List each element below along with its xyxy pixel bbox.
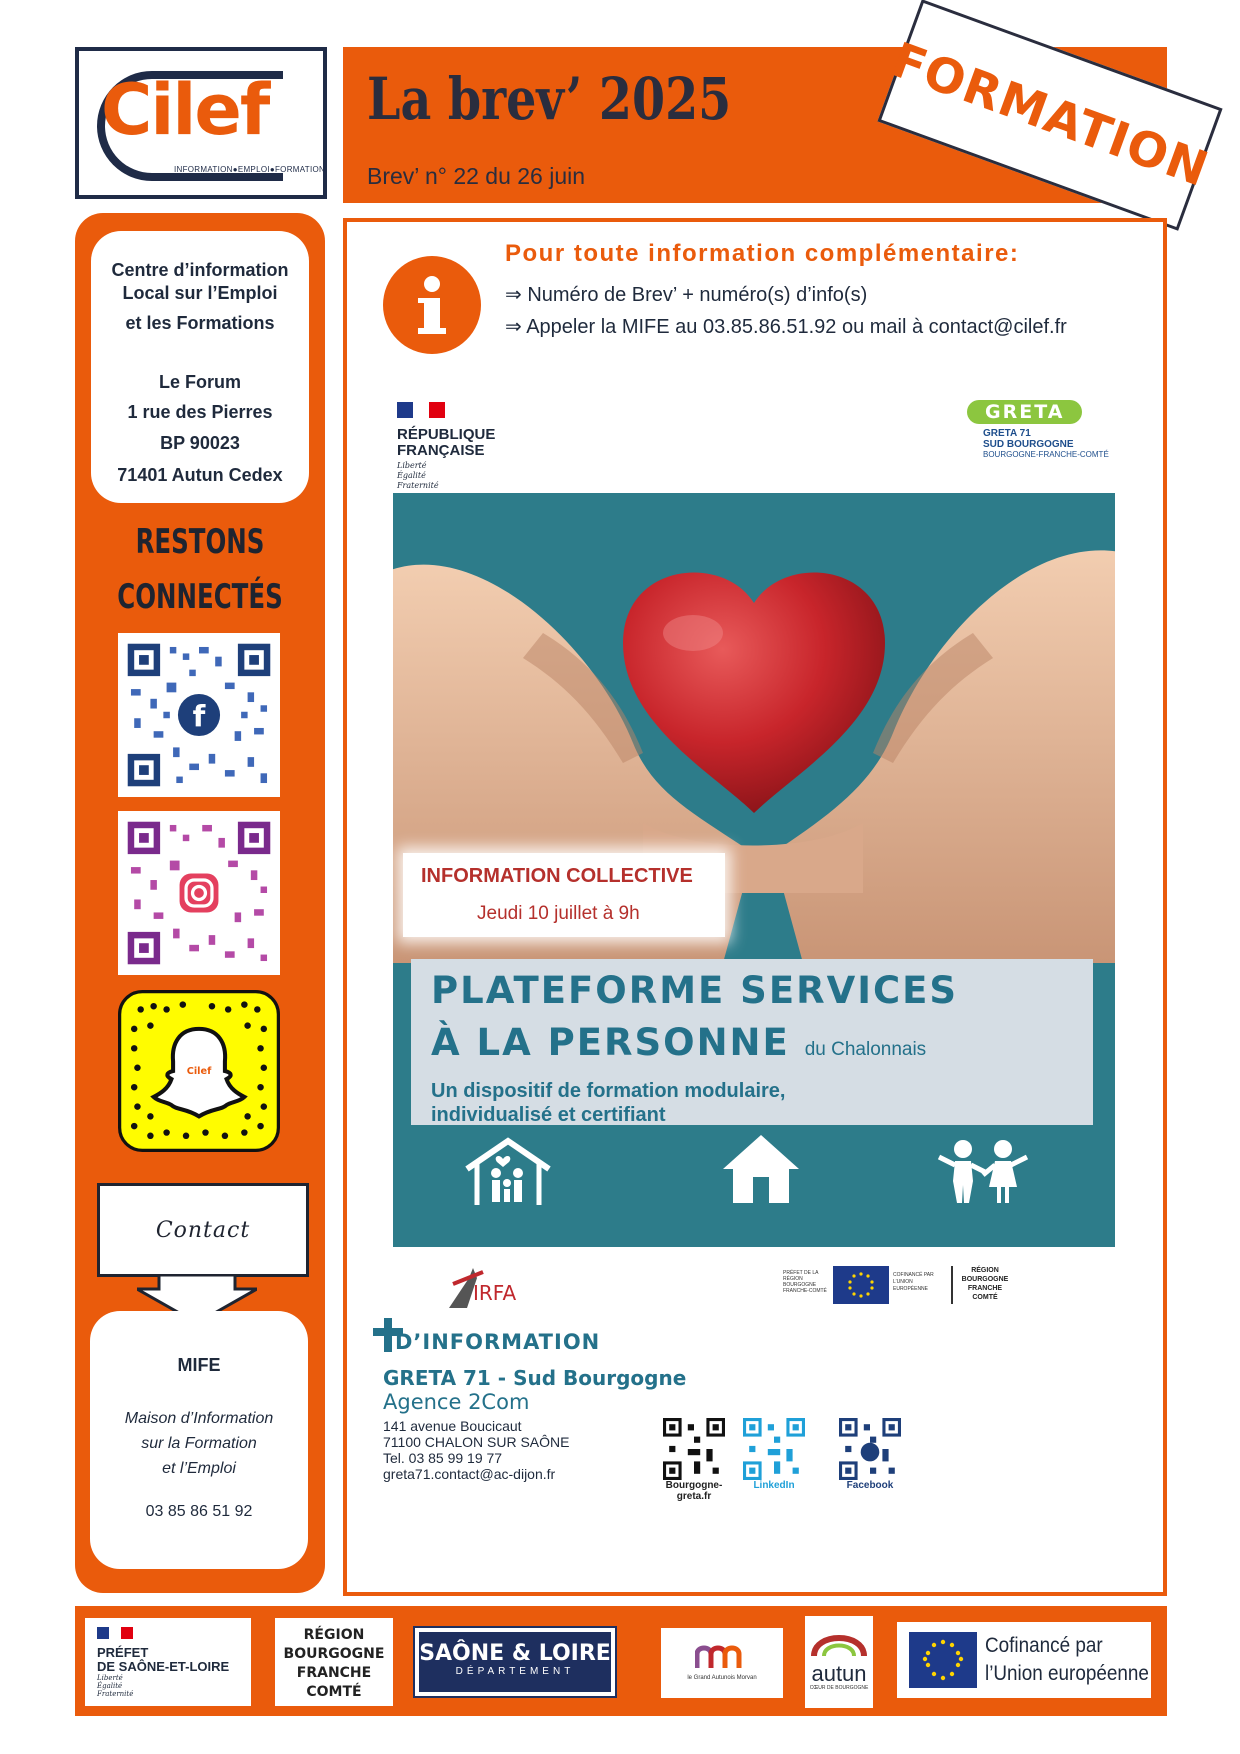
greta71-name: GRETA 71 - Sud Bourgogne [383, 1366, 687, 1390]
eu-flag-icon [909, 1632, 977, 1688]
partner-prefet-saone-et-loire [85, 1618, 251, 1706]
mife-phone[interactable]: 03 85 86 51 92 [145, 1503, 253, 1520]
contact-label: Contact [155, 1217, 251, 1243]
greta-badge: GRETA [967, 400, 1082, 424]
republique-francaise-logo [397, 402, 495, 491]
snapchat-cilef-text: Cilef [186, 1066, 212, 1078]
partner-line: CŒUR DE BOURGOGNE [809, 1685, 869, 1691]
facebook-qr-code[interactable] [118, 633, 280, 797]
region-bfc-label: RÉGION BOURGOGNE FRANCHE COMTÉ [961, 1267, 1009, 1301]
main-content [343, 218, 1167, 1596]
partner-line: SAÔNE & LOIRE [419, 1641, 611, 1666]
plateforme-title-line1: PLATEFORME SERVICES [431, 969, 959, 1012]
qr-bourgogne-greta[interactable] [649, 1418, 739, 1502]
qr-code-icon [663, 1418, 725, 1480]
rf-motto: Liberté [397, 461, 427, 470]
partner-line: DÉPARTEMENT [455, 1666, 575, 1677]
address-line: Centre d’information [111, 260, 289, 280]
partner-autun [805, 1616, 873, 1708]
partner-motto: Égalité [97, 1682, 123, 1690]
cilef-logo [75, 47, 327, 199]
address-line: 1 rue des Pierres [127, 402, 273, 422]
greta-line: BOURGOGNE-FRANCHE-COMTÉ [983, 450, 1109, 459]
restons-connectes-heading [110, 515, 290, 625]
issue-subtitle: Brev’ n° 22 du 26 juin [367, 163, 586, 189]
info-line: ⇒ Appeler la MIFE au 03.85.86.51.92 ou mail à contact@cilef.fr [505, 316, 1067, 338]
info-line: ⇒ Numéro de Brev’ + numéro(s) d’info(s) [505, 284, 868, 306]
partner-line: PRÉFET [97, 1645, 149, 1660]
address-card [91, 231, 309, 503]
plateforme-title-suffix: du Chalonnais [804, 1039, 927, 1060]
address-line: 71401 Autun Cedex [117, 465, 283, 485]
qr-caption: Bourgogne-greta.fr [665, 1480, 723, 1502]
greta-line: SUD BOURGOGNE [983, 439, 1074, 450]
plateforme-title-box [411, 959, 1093, 1125]
address-line: 71100 CHALON SUR SAÔNE [383, 1434, 570, 1450]
mife-line: sur la Formation [141, 1435, 257, 1452]
logo-tagline: INFORMATION●EMPLOI●FORMATION [174, 165, 326, 174]
prefet-region-label: PRÉFET DE LA RÉGION BOURGOGNE FRANCHE-COMTÉ [783, 1270, 827, 1294]
greta-address [383, 1418, 569, 1482]
plateforme-title-line2 [431, 1021, 926, 1064]
description-line: individualisé et certifiant [431, 1104, 666, 1126]
qr-code-icon [743, 1418, 805, 1480]
greta-line: GRETA 71 [983, 428, 1031, 439]
partner-footer [75, 1606, 1167, 1716]
restons-line: RESTONS [135, 522, 265, 562]
description-line: Un dispositif de formation modulaire, [431, 1080, 786, 1102]
rf-motto: Égalité [397, 471, 426, 480]
contact-box [97, 1183, 309, 1277]
partner-line: autun [811, 1661, 867, 1686]
french-flag-icon [397, 402, 445, 418]
irfa-emblem-icon [443, 1264, 533, 1314]
mife-title: MIFE [177, 1355, 221, 1375]
partner-motto: Fraternité [97, 1690, 134, 1698]
family-house-icon [463, 1137, 553, 1207]
french-flag-icon [97, 1627, 133, 1639]
irfa-logo [443, 1264, 533, 1319]
instagram-qr-code[interactable] [118, 811, 280, 975]
rf-line: RÉPUBLIQUE [397, 426, 496, 443]
plateforme-title-main: À LA PERSONNE [431, 1021, 790, 1064]
partner-saone-et-loire-departement [415, 1628, 615, 1696]
qr-caption: Facebook [846, 1480, 894, 1491]
agency-name: Agence 2Com [383, 1390, 530, 1414]
partner-line: FRANCHE [296, 1665, 372, 1681]
plateforme-description [431, 1079, 785, 1127]
cofinance-label: COFINANCÉ PAR L’UNION EUROPÉENNE [893, 1272, 934, 1292]
gam-emblem-icon [695, 1644, 749, 1670]
info-heading: Pour toute information complémentaire: [505, 240, 1020, 267]
svg-text:f: f [192, 699, 206, 734]
connectes-line: CONNECTÉS [117, 577, 283, 617]
page-title: La brev’ 2025 [367, 65, 732, 133]
mife-line: Maison d’Information [124, 1410, 274, 1427]
snapchat-code[interactable] [118, 989, 280, 1153]
partner-line: BOURGOGNE [283, 1646, 385, 1662]
address-line: et les Formations [125, 313, 275, 333]
partner-motto: Liberté [97, 1674, 123, 1682]
address-line: BP 90023 [160, 432, 240, 453]
house-icon [721, 1133, 801, 1205]
qr-code-icon [839, 1418, 901, 1480]
greta-logo [967, 400, 1109, 460]
autun-emblem-icon [810, 1622, 868, 1658]
flyer-image [393, 493, 1115, 1247]
children-icon [933, 1135, 1033, 1205]
email-link[interactable]: greta71.contact@ac-dijon.fr [383, 1466, 556, 1482]
mife-card [90, 1311, 308, 1569]
logo-wordmark: Cilef [101, 69, 269, 151]
qr-linkedin[interactable] [729, 1418, 819, 1491]
partner-line: COMTÉ [306, 1684, 362, 1700]
info-collective-date: Jeudi 10 juillet à 9h [477, 903, 640, 924]
info-icon [383, 256, 481, 354]
partner-line: DE SAÔNE-ET-LOIRE [97, 1659, 230, 1674]
info-collective-box [403, 853, 725, 937]
address-line: 141 avenue Boucicaut [383, 1418, 522, 1434]
info-collective-title: INFORMATION COLLECTIVE [421, 865, 693, 887]
partner-line: l’Union européenne [985, 1662, 1149, 1685]
partner-eu-cofinance [897, 1622, 1151, 1698]
partner-line: RÉGION [303, 1627, 365, 1643]
partner-line: le Grand Autunois Morvan [687, 1675, 757, 1681]
eu-flag-icon [833, 1266, 889, 1304]
partner-grand-autunois-morvan [661, 1628, 783, 1698]
address-line: Le Forum [158, 371, 241, 392]
logo-divider [951, 1266, 953, 1304]
sidebar [75, 213, 325, 1593]
address-line: Local sur l’Emploi [122, 282, 278, 303]
rf-line: FRANÇAISE [397, 442, 485, 459]
phone-line[interactable]: Tel. 03 85 99 19 77 [383, 1450, 503, 1466]
qr-facebook[interactable] [825, 1418, 915, 1491]
stamp-label: FORMATION [884, 31, 1216, 199]
irfa-text: IRFA [473, 1281, 517, 1305]
qr-caption: LinkedIn [753, 1480, 795, 1491]
rf-motto: Fraternité [397, 481, 439, 490]
partner-line: Cofinancé par [985, 1634, 1103, 1657]
plus-information-label: D’INFORMATION [395, 1330, 601, 1354]
partner-region-bfc [275, 1618, 393, 1706]
mife-line: et l’Emploi [162, 1460, 236, 1477]
